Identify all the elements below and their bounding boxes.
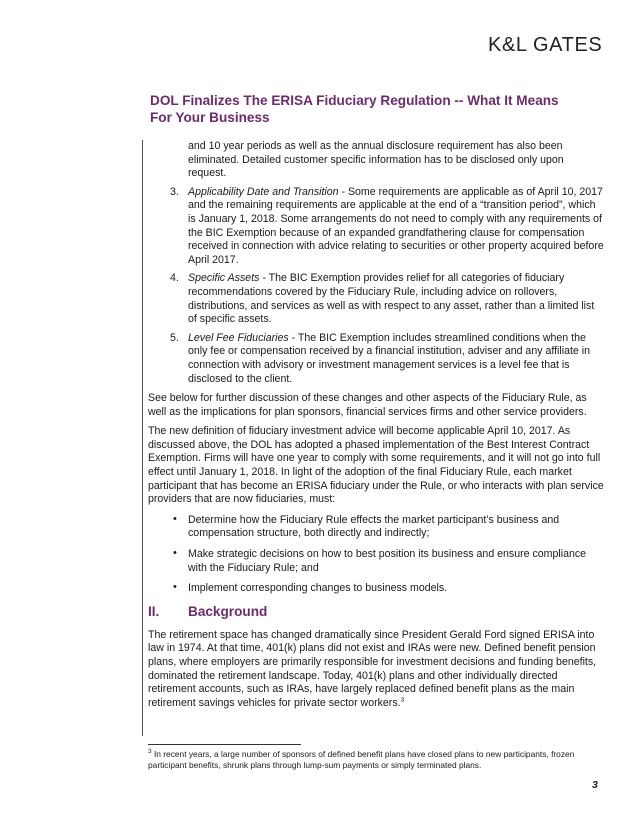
footnote — [148, 749, 608, 771]
numbered-item-5 — [148, 332, 604, 386]
bullet-item — [148, 582, 604, 596]
footnote-reference[interactable]: 3 — [400, 696, 405, 704]
page-number: 3 — [592, 779, 598, 791]
section-title: Background — [188, 603, 268, 619]
item-text: - Some requirements are applicable as of April 10, 2017 and the remaining requirements are applicable at the end of a “transition period”, which is January 1, 2018. Some arrangements do not need to comply with any requirements of the BIC Exemption because of an expanded grandfathering clause for compensation received in connection with advice relating to securities or other property acquired before April 2017. — [188, 185, 604, 266]
continued-list-text: and 10 year periods as well as the annual disclosure requirement has also been eliminated. Detailed customer specific information has to be disclosed only upon request. — [188, 140, 564, 180]
item-text: - The BIC Exemption provides relief for all categories of fiduciary recommendations covered by the Fiduciary Rule, including advice on rollovers, distributions, and services as well as with respect to any asset, rather than a limited list of specific assets. — [188, 272, 595, 326]
item-text: - The BIC Exemption includes streamlined conditions when the only fee or compensation received by a financial institution, adviser and any affiliate in connection with advisory or investment management services is a level fee that is disclosed to the client. — [188, 331, 591, 385]
paragraph-further-discussion: See below for further discussion of these changes and other aspects of the Fiduciary Rule, as well as the implications for plan sponsors, financial services firms and other service providers. — [148, 392, 587, 418]
item-term: Specific Assets — [188, 272, 260, 285]
document-title: DOL Finalizes The ERISA Fiduciary Regulation -- What It Means For Your Business — [150, 93, 559, 125]
section-heading — [148, 605, 604, 625]
firm-logo: K&L GATES — [488, 34, 603, 56]
bullet-text: Make strategic decisions on how to best position its business and ensure compliance with the Fiduciary Rule; and — [188, 548, 587, 574]
item-number: 3. — [170, 185, 179, 198]
paragraph-background — [148, 629, 604, 711]
bullet-icon: • — [173, 581, 177, 594]
bullet-text: Implement corresponding changes to business models. — [188, 582, 448, 595]
body-content — [148, 140, 604, 710]
item-number: 4. — [170, 272, 179, 285]
item-number: 5. — [170, 331, 179, 344]
bullet-icon: • — [173, 512, 177, 525]
background-text: The retirement space has changed dramatically since President Gerald Ford signed ERISA into law in 1974. At that time, 401(k) plans did not exist and IRAs were new. Defined benefit pension plans, where employers are primarily responsible for investment decisions and funding benefits, dominated the retirement landscape. Today, 401(k) plans and other individually directed retirement accounts, such as IRAs, have largely replaced defined benefit plans as the main retirement savings vehicles for private sector workers. — [148, 628, 597, 709]
numbered-item-4 — [148, 272, 604, 326]
footnote-text: In recent years, a large number of sponsors of defined benefit plans have closed plans to new participants, frozen participant benefits, shrunk plans through lump-sum payments or simply terminated plans. — [148, 749, 575, 770]
item-term: Level Fee Fiduciaries — [188, 331, 289, 344]
left-margin-rule — [142, 140, 143, 736]
footnote-number: 3 — [148, 748, 152, 756]
section-number: II. — [148, 603, 160, 619]
bullet-icon: • — [173, 547, 177, 560]
item-term: Applicability Date and Transition — [188, 185, 339, 198]
footnote-divider — [148, 744, 301, 745]
bullet-text: Determine how the Fiduciary Rule effects the market participant’s business and compensation structure, both directly and indirectly; — [188, 513, 560, 540]
paragraph-new-definition: The new definition of fiduciary investment advice will become applicable April 10, 2017. As discussed above, the DOL has adopted a phased implementation of the Best Interest Contract Exemption. Firms will have one year to comply with some requirements, and it will not go into full effect until January 1, 2018. In light of the adoption of the final Fiduciary Rule, each market participant that has become an ERISA fiduciary under the Rule, or who interacts with plan service providers that are now fiduciaries, must: — [148, 425, 604, 506]
bullet-item — [148, 514, 604, 541]
numbered-item-3 — [148, 186, 604, 268]
bullet-item — [148, 548, 604, 575]
